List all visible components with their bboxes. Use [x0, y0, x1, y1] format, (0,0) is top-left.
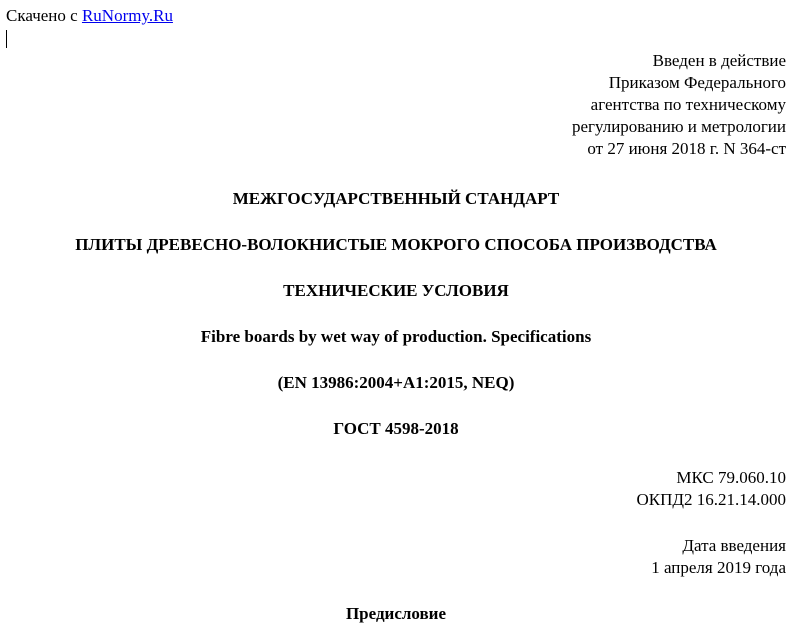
enactment-line: агентства по техническому [590, 95, 786, 114]
introduction-date-block [651, 535, 786, 579]
english-title: Fibre boards by wet way of production. Specifications [200, 327, 592, 346]
classification-block [637, 467, 787, 511]
gost-number: ГОСТ 4598-2018 [333, 419, 459, 438]
standard-reference: (EN 13986:2004+A1:2015, NEQ) [277, 373, 515, 392]
source-link[interactable]: RuNormy.Ru [81, 6, 173, 25]
enactment-line: Приказом Федерального [608, 73, 786, 92]
source-line [6, 5, 173, 27]
text-caret [6, 30, 7, 48]
mks-code: МКС 79.060.10 [676, 468, 786, 487]
document-title: ПЛИТЫ ДРЕВЕСНО-ВОЛОКНИСТЫЕ МОКРОГО СПОСОБА ПРОИЗВОДСТВА [75, 235, 717, 254]
enactment-block [572, 50, 786, 160]
standard-type-heading: МЕЖГОСУДАРСТВЕННЫЙ СТАНДАРТ [232, 189, 560, 208]
enactment-line: регулированию и метрологии [571, 117, 786, 136]
enactment-line: от 27 июня 2018 г. N 364-ст [587, 139, 786, 158]
enactment-line: Введен в действие [652, 51, 786, 70]
introduction-date: 1 апреля 2019 года [651, 558, 786, 577]
introduction-label: Дата введения [682, 536, 786, 555]
source-prefix: Скачено с [6, 6, 82, 25]
document-subtitle: ТЕХНИЧЕСКИЕ УСЛОВИЯ [283, 281, 509, 300]
okpd2-code: ОКПД2 16.21.14.000 [636, 490, 786, 509]
foreword-heading: Предисловие [345, 604, 447, 623]
